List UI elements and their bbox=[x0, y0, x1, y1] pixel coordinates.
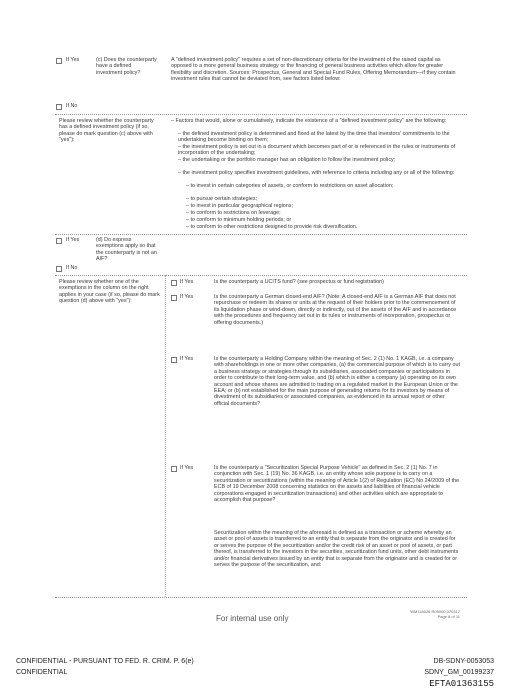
factors-intro: – Factors that would, alone or cumulatively, indicate the existence of a "defined investment policy" are the following: bbox=[171, 118, 447, 124]
divider bbox=[55, 597, 467, 598]
d-no-label: If No bbox=[66, 265, 78, 271]
checkbox-d-yes[interactable] bbox=[56, 238, 62, 244]
divider bbox=[55, 275, 467, 276]
divider bbox=[55, 114, 467, 115]
page-number: Page 8 of 11 bbox=[437, 614, 460, 619]
internal-use-label: For internal use only bbox=[216, 614, 289, 623]
checkbox-c-no[interactable] bbox=[56, 104, 62, 110]
form-code: WM118026 R05000.070317 bbox=[410, 609, 460, 614]
criterion-2: – to pursue certain strategies; bbox=[186, 196, 258, 202]
confidential-rule-label: CONFIDENTIAL - PURSUANT TO FED. R. CRIM. P. 6(e) bbox=[16, 658, 194, 665]
confidential-label: CONFIDENTIAL bbox=[16, 669, 68, 676]
criterion-6: – to conform to other restrictions designed to provide risk diversification. bbox=[186, 224, 358, 230]
securitization-note: Securitization within the meaning of the aforesaid is defined as a transaction or scheme whereby an asset or pool of assets is transferred to an entity that is separate from the originator and is created for or serves the purpose of the securitization and/or the credit risk of an asset or pool of assets, or part thereof, is transferred to the investors in the securities, securitization fund units, other debt instruments and/or financial derivatives issued by an entity that is separate from the originator and is created for or serves the purpose of the securitization, and: bbox=[214, 530, 459, 569]
definition-text: A "defined investment policy" requires a set of non-discretionary criteria for the investment of the raised capital as opposed to a more general business strategy or the financing of general business activities which allow for greater flexibility and discretion. Sources: Prospectus, General and Special Fund Rules, Offering Memorandum—if they contain investment rules that cannot be deviated from, see factors listed below: bbox=[171, 57, 456, 83]
c-yes-label: If Yes bbox=[66, 57, 80, 63]
d-yes-label: If Yes bbox=[66, 237, 80, 243]
checkbox-closed-end[interactable] bbox=[171, 295, 177, 301]
closed-end-question: Is the counterparty a German closed-end AIF? (Note: A closed-end AIF is a German AIF that does not repurchase or redeem its shares or units at the request of their holders prior to the commencement of its liquidation phase or wind-down, directly or indirectly, out of the assets of the AIF and in accordance with the procedures and frequency set out in its rules or instruments of incorporation, prospectus or offering documents.) bbox=[214, 294, 457, 326]
factor-1: – the defined investment policy is determined and fixed at the latest by the time that investors' commitments to the undertaking become binding on them; bbox=[178, 131, 450, 144]
checkbox-d-no[interactable] bbox=[56, 266, 62, 272]
criterion-3: – to invest in particular geographical regions; bbox=[186, 203, 293, 209]
review-d-instruction: Please review whether one of the exemptions in the column on the right applies in your case (if so, please do mark question (d) above with "yes"): bbox=[59, 279, 160, 305]
factor-3: – the undertaking or the portfolio manager has an obligation to follow the investment policy; bbox=[178, 157, 396, 163]
checkbox-ucits[interactable] bbox=[171, 280, 177, 286]
criterion-5: – to conform to minimum holding periods; or bbox=[186, 217, 292, 223]
bates-number-2: SDNY_GM_00199237 bbox=[424, 669, 494, 676]
ucits-yes-label: If Yes bbox=[180, 279, 194, 285]
checkbox-c-yes[interactable] bbox=[56, 58, 62, 64]
divider bbox=[55, 234, 467, 235]
ucits-question: Is the counterparty a UCITS fund? (see prospectus or fund registration) bbox=[214, 279, 384, 285]
checkbox-holding[interactable] bbox=[171, 357, 177, 363]
criterion-4: – to conform to restrictions on leverage; bbox=[186, 210, 281, 216]
closed-end-yes-label: If Yes bbox=[180, 294, 194, 300]
checkbox-securitization[interactable] bbox=[171, 466, 177, 472]
factor-4: – the investment policy specifies investment guidelines, with reference to criteria including any or all of the following: bbox=[178, 170, 455, 176]
holding-question: Is the counterparty a Holding Company within the meaning of Sec. 2 (1) No. 1 KAGB, i.e. a company with shareholdings in one or more other companies, (a) the commercial purpose of which is to carry out a business strategy or strategies through its subsidiaries, associated companies or participations in order to contribute to their long-term value, and (b) which is either a company (a) operating on its own account and whose shares are admitted to trading on a regulated market in the European Union or the EEA; or (b) not established for the main purpose of generating returns for its investors by means of divestment of its subsidiaries or associated companies, as evidenced in its annual report or other official documents? bbox=[214, 356, 460, 407]
question-c: (c) Does the counterparty have a defined investment policy? bbox=[96, 57, 157, 76]
securitization-question: Is the counterparty a "Securitization Special Purpose Vehicle" as defined in Sec. 2 (1) No. 7 in conjunction with Sec. 1 (19) No. 36 KAGB, i.e. an entity whose sole purpose is to carry on a securitization or securitizations (within the meaning of Article 1(2) of Regulation (EC) No 24/2009 of the ECB of 19 December 2008 concerning statistics on the assets and liabilities of financial vehicle corporations engaged in securitization transactions) and other activities which are appropriate to accomplish that purpose? bbox=[214, 465, 460, 504]
review-c-instruction: Please review whether the counterparty has a defined investment policy (if so, please do mark question (c) above with "yes"): bbox=[59, 118, 154, 144]
factor-2: – the investment policy is set out in a document which becomes part of or is referenced in the rules or instruments of incorporation of the undertaking; bbox=[178, 144, 456, 157]
securitization-yes-label: If Yes bbox=[180, 465, 194, 471]
column-divider bbox=[165, 275, 166, 597]
bates-number-1: DB-SDNY-0053053 bbox=[433, 658, 494, 665]
criterion-1: – to invest in certain categories of assets, or conform to restrictions on asset allocation; bbox=[186, 183, 394, 189]
question-d: (d) Do express exemptions apply so that the counterparty is not an AIF? bbox=[96, 237, 157, 263]
holding-yes-label: If Yes bbox=[180, 356, 194, 362]
efta-number: EFTA01363155 bbox=[429, 679, 494, 689]
c-no-label: If No bbox=[66, 103, 78, 109]
